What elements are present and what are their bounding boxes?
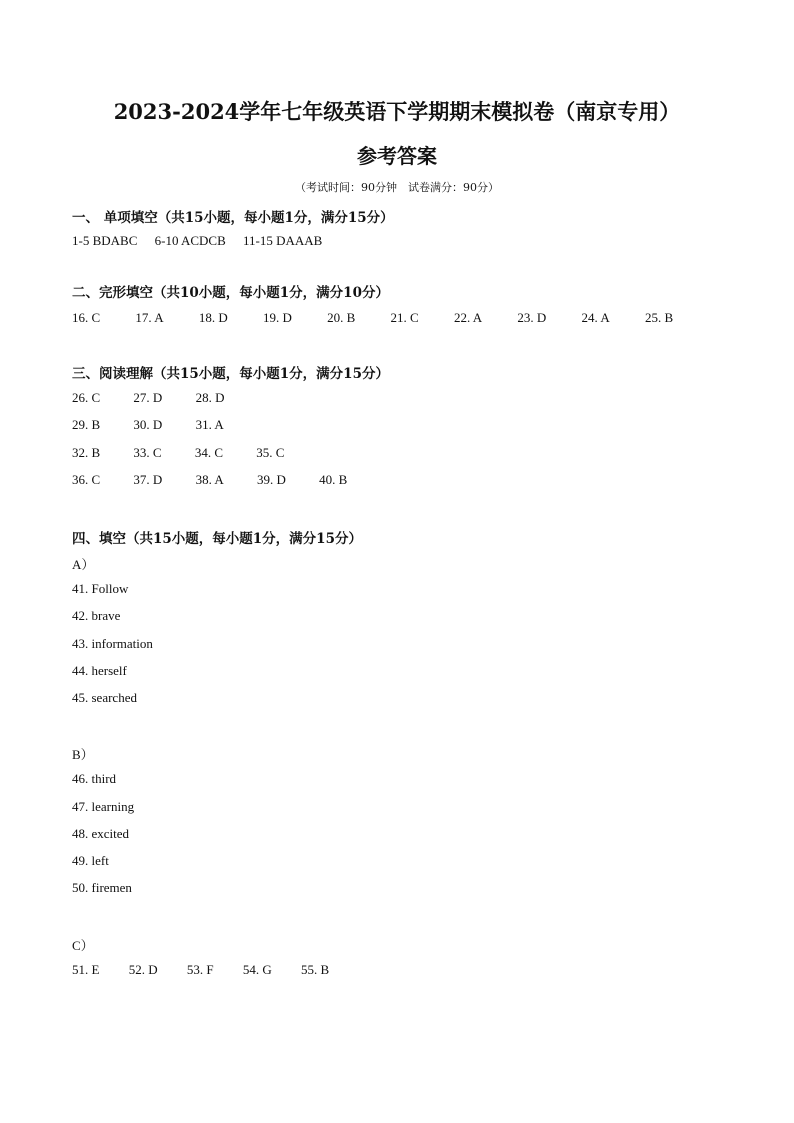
answer-group: 11-15 DAAAB	[243, 233, 323, 248]
answer-item: 48. excited	[72, 826, 130, 841]
section-3-row	[72, 417, 254, 433]
answer-item: 26. C	[72, 390, 101, 405]
answer-group: 1-5 BDABC	[72, 233, 138, 248]
answer-item: 40. B	[319, 472, 348, 487]
answer-item: 32. B	[72, 445, 101, 460]
answer-item: 51. E	[72, 962, 100, 977]
answer-item: 34. C	[194, 445, 224, 460]
answer-item: 53. F	[186, 962, 214, 977]
answer-item: 27. D	[133, 390, 163, 405]
answer-item: 42. brave	[72, 608, 121, 623]
answer-item: 20. B	[327, 310, 356, 325]
answer-item: 17. A	[135, 310, 164, 325]
exam-info-note: （考试时间：90分钟 试卷满分：90分）	[295, 181, 499, 194]
answer-item: 54. G	[242, 962, 272, 977]
section-3-row	[72, 445, 314, 461]
page-subtitle: 参考答案	[357, 144, 437, 168]
answer-group: 6-10 ACDCB	[154, 233, 226, 248]
part-a-label: A）	[72, 557, 95, 572]
section-3-row	[72, 472, 377, 488]
part-b-label: B）	[72, 747, 94, 762]
section-2-answers	[72, 310, 705, 326]
answer-item: 33. C	[133, 445, 162, 460]
answer-item: 46. third	[72, 771, 117, 786]
answer-item: 43. information	[72, 636, 153, 651]
answer-item: 45. searched	[72, 690, 137, 705]
answer-item: 16. C	[72, 310, 101, 325]
section-4-heading: 四、填空（共15小题，每小题1分，满分15分）	[72, 531, 362, 547]
answer-item: 22. A	[453, 310, 483, 325]
answer-item: 28. D	[195, 390, 225, 405]
section-1-heading: 一、 单项填空（共15小题，每小题1分，满分15分）	[72, 210, 394, 226]
section-2-heading: 二、完形填空（共10小题，每小题1分，满分10分）	[72, 285, 389, 301]
answer-item: 50. firemen	[72, 880, 132, 895]
section-1-answers	[72, 233, 322, 249]
answer-item: 23. D	[517, 310, 547, 325]
section-3-row	[72, 390, 254, 406]
answer-item: 29. B	[72, 417, 101, 432]
part-c-label: C）	[72, 938, 94, 953]
answer-item: 39. D	[256, 472, 286, 487]
answer-item: 18. D	[198, 310, 228, 325]
answer-item: 52. D	[128, 962, 158, 977]
answer-item: 37. D	[133, 472, 163, 487]
section-3-heading: 三、阅读理解（共15小题，每小题1分，满分15分）	[72, 366, 389, 382]
answer-item: 55. B	[300, 962, 330, 977]
answer-item: 41. Follow	[72, 581, 129, 596]
answer-item: 35. C	[256, 445, 285, 460]
answer-item: 38. A	[195, 472, 224, 487]
answer-item: 49. left	[72, 853, 109, 868]
answer-item: 24. A	[581, 310, 610, 325]
answer-item: 47. learning	[72, 799, 135, 814]
answer-item: 36. C	[72, 472, 101, 487]
answer-item: 21. C	[390, 310, 419, 325]
answer-item: 25. B	[644, 310, 674, 325]
page-title: 2023-2024学年七年级英语下学期期末模拟卷（南京专用）	[113, 99, 681, 124]
part-c-answers	[72, 962, 355, 978]
answer-item: 44. herself	[72, 663, 127, 678]
answer-item: 31. A	[195, 417, 224, 432]
answer-item: 19. D	[262, 310, 292, 325]
answer-item: 30. D	[133, 417, 163, 432]
